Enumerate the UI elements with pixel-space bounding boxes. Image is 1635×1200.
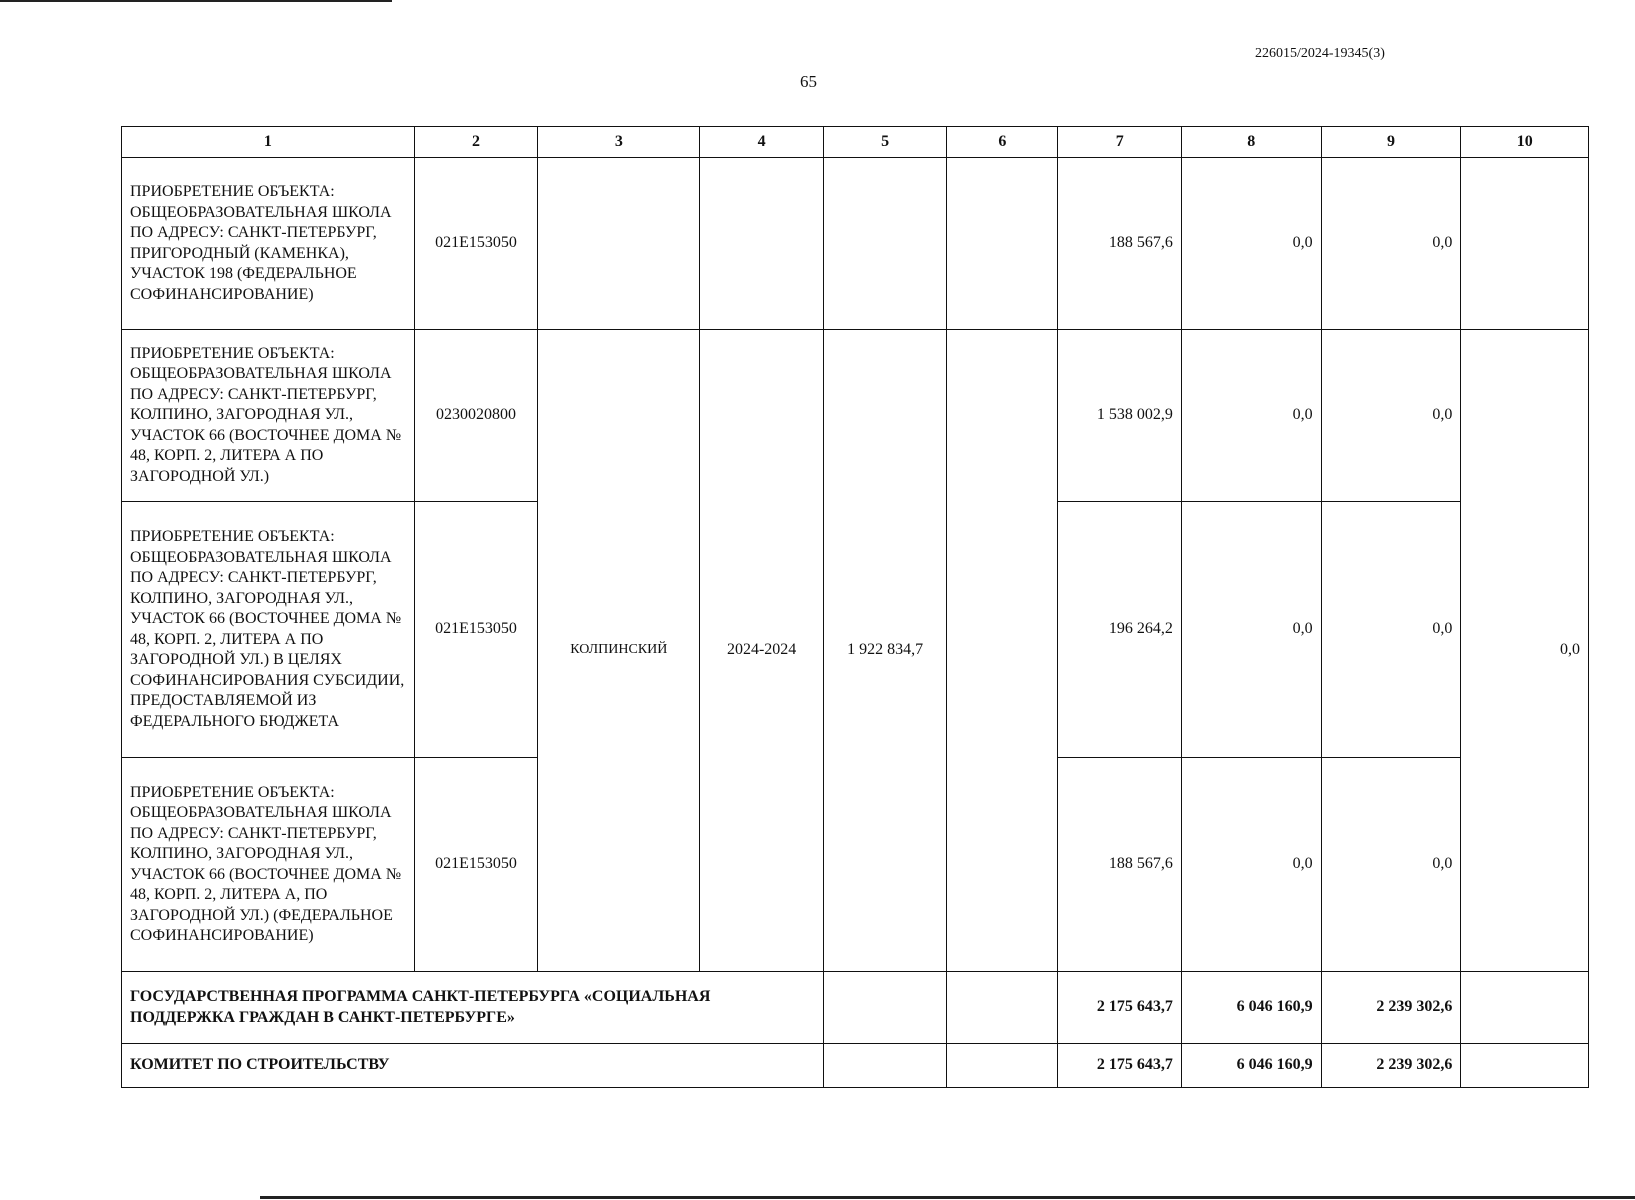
col6-cell-empty	[947, 158, 1058, 330]
district-cell-empty	[538, 158, 700, 330]
col10-cell-empty	[1461, 972, 1589, 1044]
col7-value: 188 567,6	[1058, 758, 1181, 972]
col7-total: 2 175 643,7	[1058, 1044, 1181, 1088]
district-cell: КОЛПИНСКИЙ	[538, 330, 700, 972]
document-number: 226015/2024-19345(3)	[1255, 46, 1385, 61]
col5-cell-empty	[823, 972, 946, 1044]
col7-value: 188 567,6	[1058, 158, 1181, 330]
col9-value: 0,0	[1321, 758, 1461, 972]
col7-total: 2 175 643,7	[1058, 972, 1181, 1044]
header-cell: 8	[1181, 127, 1321, 158]
object-name-cell: ПРИОБРЕТЕНИЕ ОБЪЕКТА: ОБЩЕОБРАЗОВАТЕЛЬНАЯ ШКОЛА ПО АДРЕСУ: САНКТ-ПЕТЕРБУРГ, КОЛПИНО, ЗАГОРОДНАЯ УЛ., УЧАСТОК 66 (ВОСТОЧНЕЕ ДОМА № 48, КОРП. 2, ЛИТЕРА А ПО ЗАГОРОДНОЙ УЛ.)	[122, 330, 415, 502]
col5-cell-empty	[823, 1044, 946, 1088]
page-number: 65	[800, 72, 817, 91]
scan-edge-line-bottom	[260, 1196, 1635, 1199]
col7-value: 196 264,2	[1058, 502, 1181, 758]
header-cell: 7	[1058, 127, 1181, 158]
col6-cell-empty	[947, 972, 1058, 1044]
header-cell: 2	[414, 127, 537, 158]
code-cell: 021E153050	[414, 502, 537, 758]
header-cell: 5	[823, 127, 946, 158]
program-total-name: ГОСУДАРСТВЕННАЯ ПРОГРАММА САНКТ-ПЕТЕРБУРГА «СОЦИАЛЬНАЯ ПОДДЕРЖКА ГРАЖДАН В САНКТ-ПЕТЕРБУРГЕ»	[122, 972, 824, 1044]
col6-cell-empty	[947, 330, 1058, 972]
col8-value: 0,0	[1181, 330, 1321, 502]
header-cell: 1	[122, 127, 415, 158]
code-cell: 021E153050	[414, 758, 537, 972]
header-cell: 9	[1321, 127, 1461, 158]
header-cell: 6	[947, 127, 1058, 158]
code-cell: 021E153050	[414, 158, 537, 330]
col10-value: 0,0	[1461, 330, 1589, 972]
col8-value: 0,0	[1181, 758, 1321, 972]
col7-value: 1 538 002,9	[1058, 330, 1181, 502]
col8-total: 6 046 160,9	[1181, 1044, 1321, 1088]
table-header-row	[122, 127, 1589, 158]
header-cell: 10	[1461, 127, 1589, 158]
total-row	[122, 972, 1589, 1044]
object-name-cell: ПРИОБРЕТЕНИЕ ОБЪЕКТА: ОБЩЕОБРАЗОВАТЕЛЬНАЯ ШКОЛА ПО АДРЕСУ: САНКТ-ПЕТЕРБУРГ, КОЛПИНО, ЗАГОРОДНАЯ УЛ., УЧАСТОК 66 (ВОСТОЧНЕЕ ДОМА № 48, КОРП. 2, ЛИТЕРА А ПО ЗАГОРОДНОЙ УЛ.) В ЦЕЛЯХ СОФИНАНСИРОВАНИЯ СУБСИДИИ, ПРЕДОСТАВЛЯЕМОЙ ИЗ ФЕДЕРАЛЬНОГО БЮДЖЕТА	[122, 502, 415, 758]
col9-value: 0,0	[1321, 330, 1461, 502]
period-cell-empty	[700, 158, 823, 330]
col9-total: 2 239 302,6	[1321, 972, 1461, 1044]
table-row	[122, 330, 1589, 502]
budget-table	[121, 126, 1589, 1088]
scan-edge-line-top	[0, 0, 392, 2]
object-name-cell: ПРИОБРЕТЕНИЕ ОБЪЕКТА: ОБЩЕОБРАЗОВАТЕЛЬНАЯ ШКОЛА ПО АДРЕСУ: САНКТ-ПЕТЕРБУРГ, КОЛПИНО, ЗАГОРОДНАЯ УЛ., УЧАСТОК 66 (ВОСТОЧНЕЕ ДОМА № 48, КОРП. 2, ЛИТЕРА А, ПО ЗАГОРОДНОЙ УЛ.) (ФЕДЕРАЛЬНОЕ СОФИНАНСИРОВАНИЕ)	[122, 758, 415, 972]
col6-cell-empty	[947, 1044, 1058, 1088]
table-row	[122, 158, 1589, 330]
col8-value: 0,0	[1181, 158, 1321, 330]
code-cell: 0230020800	[414, 330, 537, 502]
cost-cell: 1 922 834,7	[823, 330, 946, 972]
committee-total-name: КОМИТЕТ ПО СТРОИТЕЛЬСТВУ	[122, 1044, 824, 1088]
col10-cell-empty	[1461, 1044, 1589, 1088]
col9-value: 0,0	[1321, 158, 1461, 330]
col9-value: 0,0	[1321, 502, 1461, 758]
header-cell: 3	[538, 127, 700, 158]
period-cell: 2024-2024	[700, 330, 823, 972]
total-row	[122, 1044, 1589, 1088]
cost-cell-empty	[823, 158, 946, 330]
col8-value: 0,0	[1181, 502, 1321, 758]
object-name-cell: ПРИОБРЕТЕНИЕ ОБЪЕКТА: ОБЩЕОБРАЗОВАТЕЛЬНАЯ ШКОЛА ПО АДРЕСУ: САНКТ-ПЕТЕРБУРГ, ПРИГОРОДНЫЙ (КАМЕНКА), УЧАСТОК 198 (ФЕДЕРАЛЬНОЕ СОФИНАНСИРОВАНИЕ)	[122, 158, 415, 330]
col10-cell-empty	[1461, 158, 1589, 330]
col8-total: 6 046 160,9	[1181, 972, 1321, 1044]
col9-total: 2 239 302,6	[1321, 1044, 1461, 1088]
header-cell: 4	[700, 127, 823, 158]
